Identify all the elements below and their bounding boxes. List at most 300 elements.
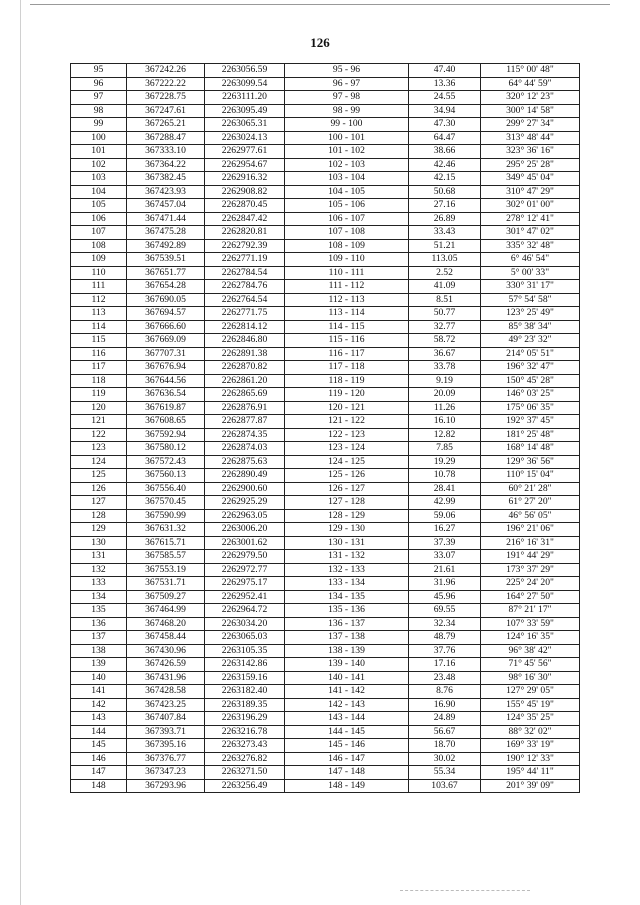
segment-cell: 131 - 132 [285, 550, 409, 564]
point-number-cell: 126 [71, 482, 127, 496]
segment-cell: 106 - 107 [285, 212, 409, 226]
segment-cell: 136 - 137 [285, 617, 409, 631]
bearing-cell: 98° 16' 30" [481, 671, 580, 685]
bearing-cell: 323° 36' 16" [481, 145, 580, 159]
length-cell: 59.06 [409, 509, 481, 523]
x-coordinate-cell: 367585.57 [127, 550, 205, 564]
bearing-cell: 127° 29' 05" [481, 685, 580, 699]
length-cell: 103.67 [409, 779, 481, 793]
x-coordinate-cell: 367475.28 [127, 226, 205, 240]
table-row [71, 199, 580, 213]
y-coordinate-cell: 2262963.05 [205, 509, 285, 523]
x-coordinate-cell: 367242.26 [127, 64, 205, 78]
y-coordinate-cell: 2263256.49 [205, 779, 285, 793]
y-coordinate-cell: 2262784.54 [205, 266, 285, 280]
segment-cell: 97 - 98 [285, 91, 409, 105]
x-coordinate-cell: 367666.60 [127, 320, 205, 334]
table-row [71, 698, 580, 712]
length-cell: 18.70 [409, 739, 481, 753]
length-cell: 33.43 [409, 226, 481, 240]
table-row [71, 766, 580, 780]
y-coordinate-cell: 2262891.38 [205, 347, 285, 361]
segment-cell: 143 - 144 [285, 712, 409, 726]
table-row [71, 158, 580, 172]
length-cell: 11.26 [409, 401, 481, 415]
segment-cell: 146 - 147 [285, 752, 409, 766]
table-row [71, 64, 580, 78]
point-number-cell: 132 [71, 563, 127, 577]
y-coordinate-cell: 2262964.72 [205, 604, 285, 618]
x-coordinate-cell: 367222.22 [127, 77, 205, 91]
table-row [71, 644, 580, 658]
point-number-cell: 139 [71, 658, 127, 672]
x-coordinate-cell: 367265.21 [127, 118, 205, 132]
table-row [71, 320, 580, 334]
bearing-cell: 216° 16' 31" [481, 536, 580, 550]
length-cell: 113.05 [409, 253, 481, 267]
segment-cell: 98 - 99 [285, 104, 409, 118]
segment-cell: 118 - 119 [285, 374, 409, 388]
table-row [71, 482, 580, 496]
segment-cell: 123 - 124 [285, 442, 409, 456]
length-cell: 9.19 [409, 374, 481, 388]
table-row [71, 590, 580, 604]
point-number-cell: 120 [71, 401, 127, 415]
y-coordinate-cell: 2262814.12 [205, 320, 285, 334]
segment-cell: 115 - 116 [285, 334, 409, 348]
table-row [71, 752, 580, 766]
y-coordinate-cell: 2262908.82 [205, 185, 285, 199]
segment-cell: 128 - 129 [285, 509, 409, 523]
coordinates-table-body [71, 64, 580, 793]
x-coordinate-cell: 367333.10 [127, 145, 205, 159]
bearing-cell: 173° 37' 29" [481, 563, 580, 577]
length-cell: 16.10 [409, 415, 481, 429]
segment-cell: 112 - 113 [285, 293, 409, 307]
length-cell: 16.90 [409, 698, 481, 712]
x-coordinate-cell: 367247.61 [127, 104, 205, 118]
point-number-cell: 130 [71, 536, 127, 550]
y-coordinate-cell: 2263001.62 [205, 536, 285, 550]
segment-cell: 145 - 146 [285, 739, 409, 753]
table-row [71, 536, 580, 550]
segment-cell: 124 - 125 [285, 455, 409, 469]
length-cell: 16.27 [409, 523, 481, 537]
bearing-cell: 61° 27' 20" [481, 496, 580, 510]
table-row [71, 631, 580, 645]
point-number-cell: 147 [71, 766, 127, 780]
x-coordinate-cell: 367570.45 [127, 496, 205, 510]
y-coordinate-cell: 2262870.45 [205, 199, 285, 213]
x-coordinate-cell: 367347.23 [127, 766, 205, 780]
segment-cell: 103 - 104 [285, 172, 409, 186]
segment-cell: 119 - 120 [285, 388, 409, 402]
point-number-cell: 104 [71, 185, 127, 199]
length-cell: 8.51 [409, 293, 481, 307]
segment-cell: 101 - 102 [285, 145, 409, 159]
table-row [71, 469, 580, 483]
point-number-cell: 143 [71, 712, 127, 726]
x-coordinate-cell: 367651.77 [127, 266, 205, 280]
segment-cell: 105 - 106 [285, 199, 409, 213]
bearing-cell: 107° 33' 59" [481, 617, 580, 631]
point-number-cell: 96 [71, 77, 127, 91]
bearing-cell: 87° 21' 17" [481, 604, 580, 618]
segment-cell: 111 - 112 [285, 280, 409, 294]
table-row [71, 685, 580, 699]
x-coordinate-cell: 367492.89 [127, 239, 205, 253]
point-number-cell: 102 [71, 158, 127, 172]
y-coordinate-cell: 2262916.32 [205, 172, 285, 186]
segment-cell: 147 - 148 [285, 766, 409, 780]
x-coordinate-cell: 367364.22 [127, 158, 205, 172]
point-number-cell: 123 [71, 442, 127, 456]
point-number-cell: 117 [71, 361, 127, 375]
y-coordinate-cell: 2263142.86 [205, 658, 285, 672]
segment-cell: 127 - 128 [285, 496, 409, 510]
x-coordinate-cell: 367553.19 [127, 563, 205, 577]
segment-cell: 104 - 105 [285, 185, 409, 199]
segment-cell: 100 - 101 [285, 131, 409, 145]
length-cell: 38.66 [409, 145, 481, 159]
bearing-cell: 124° 16' 35" [481, 631, 580, 645]
x-coordinate-cell: 367619.87 [127, 401, 205, 415]
y-coordinate-cell: 2262771.75 [205, 307, 285, 321]
x-coordinate-cell: 367423.25 [127, 698, 205, 712]
point-number-cell: 119 [71, 388, 127, 402]
point-number-cell: 95 [71, 64, 127, 78]
table-row [71, 91, 580, 105]
table-row [71, 442, 580, 456]
point-number-cell: 100 [71, 131, 127, 145]
length-cell: 58.72 [409, 334, 481, 348]
y-coordinate-cell: 2263099.54 [205, 77, 285, 91]
segment-cell: 113 - 114 [285, 307, 409, 321]
y-coordinate-cell: 2262792.39 [205, 239, 285, 253]
x-coordinate-cell: 367615.71 [127, 536, 205, 550]
bearing-cell: 278° 12' 41" [481, 212, 580, 226]
table-row [71, 104, 580, 118]
segment-cell: 108 - 109 [285, 239, 409, 253]
table-row [71, 131, 580, 145]
table-row [71, 577, 580, 591]
y-coordinate-cell: 2262975.17 [205, 577, 285, 591]
y-coordinate-cell: 2263034.20 [205, 617, 285, 631]
segment-cell: 122 - 123 [285, 428, 409, 442]
y-coordinate-cell: 2263024.13 [205, 131, 285, 145]
point-number-cell: 145 [71, 739, 127, 753]
table-row [71, 455, 580, 469]
x-coordinate-cell: 367556.40 [127, 482, 205, 496]
length-cell: 19.29 [409, 455, 481, 469]
length-cell: 33.07 [409, 550, 481, 564]
bearing-cell: 110° 15' 04" [481, 469, 580, 483]
point-number-cell: 136 [71, 617, 127, 631]
table-row [71, 118, 580, 132]
table-row [71, 388, 580, 402]
table-row [71, 509, 580, 523]
x-coordinate-cell: 367457.04 [127, 199, 205, 213]
segment-cell: 139 - 140 [285, 658, 409, 672]
length-cell: 31.96 [409, 577, 481, 591]
y-coordinate-cell: 2262952.41 [205, 590, 285, 604]
bearing-cell: 335° 32' 48" [481, 239, 580, 253]
segment-cell: 135 - 136 [285, 604, 409, 618]
point-number-cell: 133 [71, 577, 127, 591]
y-coordinate-cell: 2263182.40 [205, 685, 285, 699]
bearing-cell: 313° 48' 44" [481, 131, 580, 145]
point-number-cell: 141 [71, 685, 127, 699]
y-coordinate-cell: 2262870.82 [205, 361, 285, 375]
bearing-cell: 192° 37' 45" [481, 415, 580, 429]
table-row [71, 523, 580, 537]
x-coordinate-cell: 367393.71 [127, 725, 205, 739]
bearing-cell: 310° 47' 29" [481, 185, 580, 199]
segment-cell: 148 - 149 [285, 779, 409, 793]
bearing-cell: 302° 01' 00" [481, 199, 580, 213]
table-row [71, 671, 580, 685]
length-cell: 41.09 [409, 280, 481, 294]
x-coordinate-cell: 367428.58 [127, 685, 205, 699]
point-number-cell: 137 [71, 631, 127, 645]
bearing-cell: 129° 36' 56" [481, 455, 580, 469]
bearing-cell: 155° 45' 19" [481, 698, 580, 712]
point-number-cell: 140 [71, 671, 127, 685]
segment-cell: 134 - 135 [285, 590, 409, 604]
y-coordinate-cell: 2262820.81 [205, 226, 285, 240]
segment-cell: 144 - 145 [285, 725, 409, 739]
bearing-cell: 164° 27' 50" [481, 590, 580, 604]
point-number-cell: 98 [71, 104, 127, 118]
point-number-cell: 111 [71, 280, 127, 294]
point-number-cell: 115 [71, 334, 127, 348]
x-coordinate-cell: 367580.12 [127, 442, 205, 456]
bearing-cell: 71° 45' 56" [481, 658, 580, 672]
point-number-cell: 99 [71, 118, 127, 132]
x-coordinate-cell: 367407.84 [127, 712, 205, 726]
y-coordinate-cell: 2262954.67 [205, 158, 285, 172]
table-row [71, 347, 580, 361]
point-number-cell: 134 [71, 590, 127, 604]
point-number-cell: 144 [71, 725, 127, 739]
x-coordinate-cell: 367426.59 [127, 658, 205, 672]
point-number-cell: 125 [71, 469, 127, 483]
bearing-cell: 196° 32' 47" [481, 361, 580, 375]
bearing-cell: 320° 12' 23" [481, 91, 580, 105]
table-row [71, 361, 580, 375]
point-number-cell: 146 [71, 752, 127, 766]
point-number-cell: 135 [71, 604, 127, 618]
point-number-cell: 128 [71, 509, 127, 523]
table-row [71, 266, 580, 280]
length-cell: 26.89 [409, 212, 481, 226]
table-row [71, 725, 580, 739]
y-coordinate-cell: 2263006.20 [205, 523, 285, 537]
bearing-cell: 46° 56' 05" [481, 509, 580, 523]
bearing-cell: 181° 25' 48" [481, 428, 580, 442]
table-row [71, 239, 580, 253]
length-cell: 24.89 [409, 712, 481, 726]
y-coordinate-cell: 2263189.35 [205, 698, 285, 712]
length-cell: 34.94 [409, 104, 481, 118]
segment-cell: 117 - 118 [285, 361, 409, 375]
y-coordinate-cell: 2262925.29 [205, 496, 285, 510]
bearing-cell: 195° 44' 11" [481, 766, 580, 780]
y-coordinate-cell: 2263216.78 [205, 725, 285, 739]
point-number-cell: 122 [71, 428, 127, 442]
bearing-cell: 60° 21' 28" [481, 482, 580, 496]
x-coordinate-cell: 367644.56 [127, 374, 205, 388]
y-coordinate-cell: 2263095.49 [205, 104, 285, 118]
segment-cell: 130 - 131 [285, 536, 409, 550]
point-number-cell: 148 [71, 779, 127, 793]
y-coordinate-cell: 2262874.35 [205, 428, 285, 442]
length-cell: 23.48 [409, 671, 481, 685]
point-number-cell: 118 [71, 374, 127, 388]
point-number-cell: 112 [71, 293, 127, 307]
length-cell: 30.02 [409, 752, 481, 766]
length-cell: 55.34 [409, 766, 481, 780]
y-coordinate-cell: 2262874.03 [205, 442, 285, 456]
table-row [71, 496, 580, 510]
length-cell: 47.30 [409, 118, 481, 132]
length-cell: 47.40 [409, 64, 481, 78]
x-coordinate-cell: 367572.43 [127, 455, 205, 469]
segment-cell: 141 - 142 [285, 685, 409, 699]
x-coordinate-cell: 367654.28 [127, 280, 205, 294]
point-number-cell: 138 [71, 644, 127, 658]
point-number-cell: 129 [71, 523, 127, 537]
bearing-cell: 201° 39' 09" [481, 779, 580, 793]
bearing-cell: 124° 35' 25" [481, 712, 580, 726]
length-cell: 10.78 [409, 469, 481, 483]
table-row [71, 415, 580, 429]
bearing-cell: 150° 45' 28" [481, 374, 580, 388]
length-cell: 17.16 [409, 658, 481, 672]
y-coordinate-cell: 2262972.77 [205, 563, 285, 577]
point-number-cell: 127 [71, 496, 127, 510]
y-coordinate-cell: 2263273.43 [205, 739, 285, 753]
y-coordinate-cell: 2262771.19 [205, 253, 285, 267]
y-coordinate-cell: 2263159.16 [205, 671, 285, 685]
bearing-cell: 146° 03' 25" [481, 388, 580, 402]
table-row [71, 401, 580, 415]
segment-cell: 121 - 122 [285, 415, 409, 429]
x-coordinate-cell: 367539.51 [127, 253, 205, 267]
point-number-cell: 103 [71, 172, 127, 186]
table-row [71, 212, 580, 226]
table-row [71, 77, 580, 91]
y-coordinate-cell: 2262861.20 [205, 374, 285, 388]
bearing-cell: 169° 33' 19" [481, 739, 580, 753]
segment-cell: 102 - 103 [285, 158, 409, 172]
segment-cell: 140 - 141 [285, 671, 409, 685]
x-coordinate-cell: 367509.27 [127, 590, 205, 604]
table-row [71, 253, 580, 267]
bearing-cell: 49° 23' 32" [481, 334, 580, 348]
y-coordinate-cell: 2262900.60 [205, 482, 285, 496]
x-coordinate-cell: 367608.65 [127, 415, 205, 429]
y-coordinate-cell: 2263105.35 [205, 644, 285, 658]
segment-cell: 125 - 126 [285, 469, 409, 483]
x-coordinate-cell: 367395.16 [127, 739, 205, 753]
length-cell: 51.21 [409, 239, 481, 253]
length-cell: 32.77 [409, 320, 481, 334]
y-coordinate-cell: 2263271.50 [205, 766, 285, 780]
bearing-cell: 191° 44' 29" [481, 550, 580, 564]
table-row [71, 617, 580, 631]
x-coordinate-cell: 367458.44 [127, 631, 205, 645]
x-coordinate-cell: 367676.94 [127, 361, 205, 375]
y-coordinate-cell: 2263276.82 [205, 752, 285, 766]
length-cell: 42.15 [409, 172, 481, 186]
bearing-cell: 88° 32' 02" [481, 725, 580, 739]
bearing-cell: 168° 14' 48" [481, 442, 580, 456]
length-cell: 37.76 [409, 644, 481, 658]
point-number-cell: 105 [71, 199, 127, 213]
x-coordinate-cell: 367694.57 [127, 307, 205, 321]
table-row [71, 374, 580, 388]
segment-cell: 129 - 130 [285, 523, 409, 537]
length-cell: 13.36 [409, 77, 481, 91]
length-cell: 8.76 [409, 685, 481, 699]
y-coordinate-cell: 2263111.20 [205, 91, 285, 105]
y-coordinate-cell: 2262877.87 [205, 415, 285, 429]
point-number-cell: 142 [71, 698, 127, 712]
length-cell: 7.85 [409, 442, 481, 456]
bearing-cell: 301° 47' 02" [481, 226, 580, 240]
bearing-cell: 299° 27' 34" [481, 118, 580, 132]
y-coordinate-cell: 2263196.29 [205, 712, 285, 726]
table-row [71, 185, 580, 199]
bearing-cell: 330° 31' 17" [481, 280, 580, 294]
x-coordinate-cell: 367376.77 [127, 752, 205, 766]
bearing-cell: 190° 12' 33" [481, 752, 580, 766]
point-number-cell: 110 [71, 266, 127, 280]
segment-cell: 138 - 139 [285, 644, 409, 658]
bearing-cell: 115° 00' 48" [481, 64, 580, 78]
table-row [71, 293, 580, 307]
length-cell: 20.09 [409, 388, 481, 402]
bearing-cell: 123° 25' 49" [481, 307, 580, 321]
bearing-cell: 57° 54' 58" [481, 293, 580, 307]
y-coordinate-cell: 2262865.69 [205, 388, 285, 402]
y-coordinate-cell: 2263065.31 [205, 118, 285, 132]
table-row [71, 563, 580, 577]
segment-cell: 132 - 133 [285, 563, 409, 577]
y-coordinate-cell: 2262979.50 [205, 550, 285, 564]
y-coordinate-cell: 2262784.76 [205, 280, 285, 294]
x-coordinate-cell: 367430.96 [127, 644, 205, 658]
length-cell: 36.67 [409, 347, 481, 361]
x-coordinate-cell: 367228.75 [127, 91, 205, 105]
table-row [71, 779, 580, 793]
table-row [71, 428, 580, 442]
x-coordinate-cell: 367690.05 [127, 293, 205, 307]
segment-cell: 116 - 117 [285, 347, 409, 361]
x-coordinate-cell: 367468.20 [127, 617, 205, 631]
x-coordinate-cell: 367288.47 [127, 131, 205, 145]
segment-cell: 137 - 138 [285, 631, 409, 645]
segment-cell: 133 - 134 [285, 577, 409, 591]
bearing-cell: 64° 44' 59" [481, 77, 580, 91]
x-coordinate-cell: 367707.31 [127, 347, 205, 361]
length-cell: 2.52 [409, 266, 481, 280]
x-coordinate-cell: 367423.93 [127, 185, 205, 199]
table-row [71, 145, 580, 159]
length-cell: 21.61 [409, 563, 481, 577]
point-number-cell: 97 [71, 91, 127, 105]
